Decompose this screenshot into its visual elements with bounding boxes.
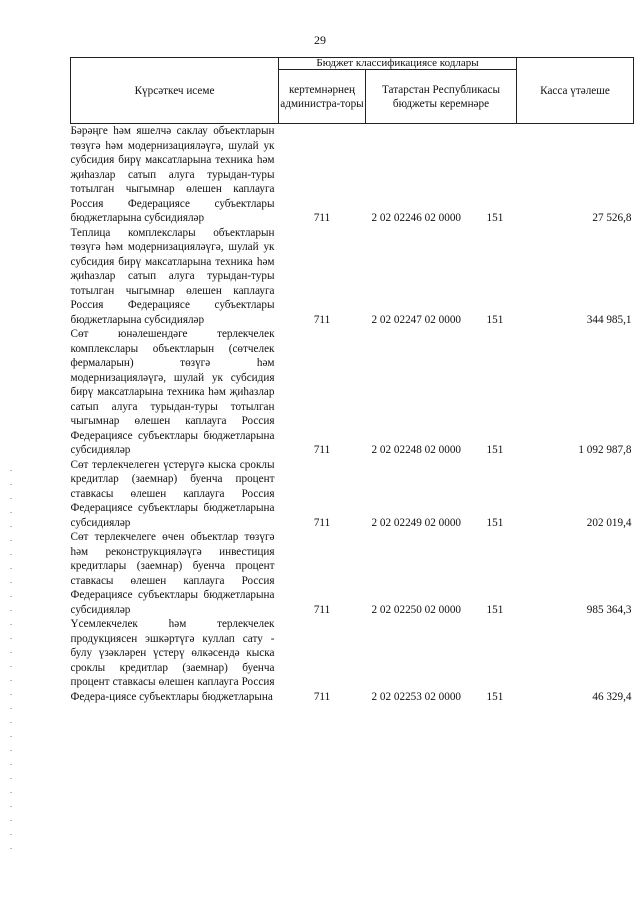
table-row: [71, 458, 634, 531]
header-budget-classification: Бюджет классификациясе кодлары: [279, 58, 517, 70]
row-revenue-code-cell: [366, 226, 517, 328]
header-cash-execution: Касса үтәлеше: [517, 58, 634, 124]
row-indicator-name: Сөт юнәлешендәге терлекчелек комплекслары объектларын (сөтчелек фермаларын) төзүгә һәм модернизацияләүгә, шулай ук субсидия бирү максатларына техника һәм җиһазлар сатып алуга турыдан-туры тотылган чыгымнар өлешен каплауга Россия Федерациясе субъектлары бюджетларына субсидияләр: [70, 328, 275, 456]
row-revenue-code-suffix: 151: [486, 516, 504, 529]
row-revenue-code: 2 02 02246 02 0000: [371, 212, 461, 224]
row-amount: 985 364,3: [586, 603, 632, 616]
row-revenue-code-cell: [366, 458, 517, 531]
row-amount: 46 329,4: [592, 690, 632, 703]
row-revenue-code: 2 02 02253 02 0000: [371, 690, 461, 703]
row-revenue-code: 2 02 02250 02 0000: [371, 603, 461, 616]
budget-table: [70, 57, 634, 704]
margin-binding-dots: [10, 470, 12, 850]
row-amount: 27 526,8: [592, 212, 632, 224]
row-revenue-code: 2 02 02247 02 0000: [371, 313, 461, 326]
row-revenue-code-suffix: 151: [486, 212, 504, 224]
row-revenue-code: 2 02 02249 02 0000: [371, 516, 461, 529]
table-row: [71, 617, 634, 704]
row-indicator-name: Сөт терлекчелеге өчен объектлар төзүгә һәм реконструкцияләүгә инвестиция кредитлары (заемнар) буенча процент ставкасы өлешен каплауга Россия Федерациясе субъектлары бюджетларына субсидияләр: [70, 531, 275, 616]
table-row: [71, 530, 634, 617]
row-indicator-name: Сөт терлекчелеген үстерүгә кыска сроклы кредитлар (заемнар) буенча процент ставкасы өлешен каплауга Россия Федерациясе субъектлары бюджетларына субсидияләр: [70, 458, 275, 529]
row-revenue-code-suffix: 151: [486, 313, 504, 326]
row-amount: 344 985,1: [586, 313, 632, 326]
row-revenue-code: 2 02 02248 02 0000: [371, 444, 461, 456]
row-admin-code: 711: [313, 603, 331, 616]
row-admin-code: 711: [313, 690, 331, 703]
header-indicator-name: Күрсәткеч исеме: [71, 58, 279, 124]
row-revenue-code-suffix: 151: [486, 444, 504, 456]
row-indicator-name: Үсемлекчелек һәм терлекчелек продукциясен эшкәртүгә куллап сату - булу үзәкләрен үстерү өлкәсендә кыска сроклы кредитлар (заемнар) буенча процент ставкасы өлешен каплауга Россия Федера-циясе субъектлары бюджетларына: [70, 618, 275, 703]
row-revenue-code-suffix: 151: [486, 690, 504, 703]
row-revenue-code-cell: [366, 530, 517, 617]
header-tatarstan-budget-revenue: Татарстан Республикасы бюджеты керемнәре: [366, 70, 517, 124]
row-amount: 202 019,4: [586, 516, 632, 529]
row-revenue-code-cell: [366, 327, 517, 458]
table-row: [71, 226, 634, 328]
row-indicator-name: Бәрәңге һәм яшелчә саклау объектларын төзүгә һәм модернизацияләүгә, шулай ук субсидия бирү максатларына техника һәм җиһазлар сатып алуга турыдан-туры тотылган чыгымнар өлешен каплауга Россия Федерациясе субъектлары бюджетларына субсидияләр: [70, 125, 275, 224]
row-revenue-code-suffix: 151: [486, 603, 504, 616]
header-chief-administrator: кертемнәрнең администра-торы: [279, 70, 366, 124]
table-row: [71, 327, 634, 458]
budget-table-container: [70, 57, 633, 704]
page-number: 29: [314, 33, 326, 47]
table-row: [71, 124, 634, 226]
row-admin-code: 711: [313, 313, 331, 326]
row-revenue-code-cell: [366, 617, 517, 704]
row-admin-code: 711: [313, 444, 331, 456]
row-indicator-name: Теплица комплекслары объектларын төзүгә һәм модернизацияләүгә, шулай ук субсидия бирү максатларына техника һәм җиһазлар сатып алуга турыдан-туры тотылган чыгымнар өлешен каплауга Россия Федерациясе субъектлары бюджетларына субсидияләр: [70, 226, 275, 326]
row-amount: 1 092 987,8: [578, 444, 632, 456]
row-admin-code: 711: [313, 212, 331, 224]
row-admin-code: 711: [313, 516, 331, 529]
row-revenue-code-cell: [366, 124, 517, 226]
